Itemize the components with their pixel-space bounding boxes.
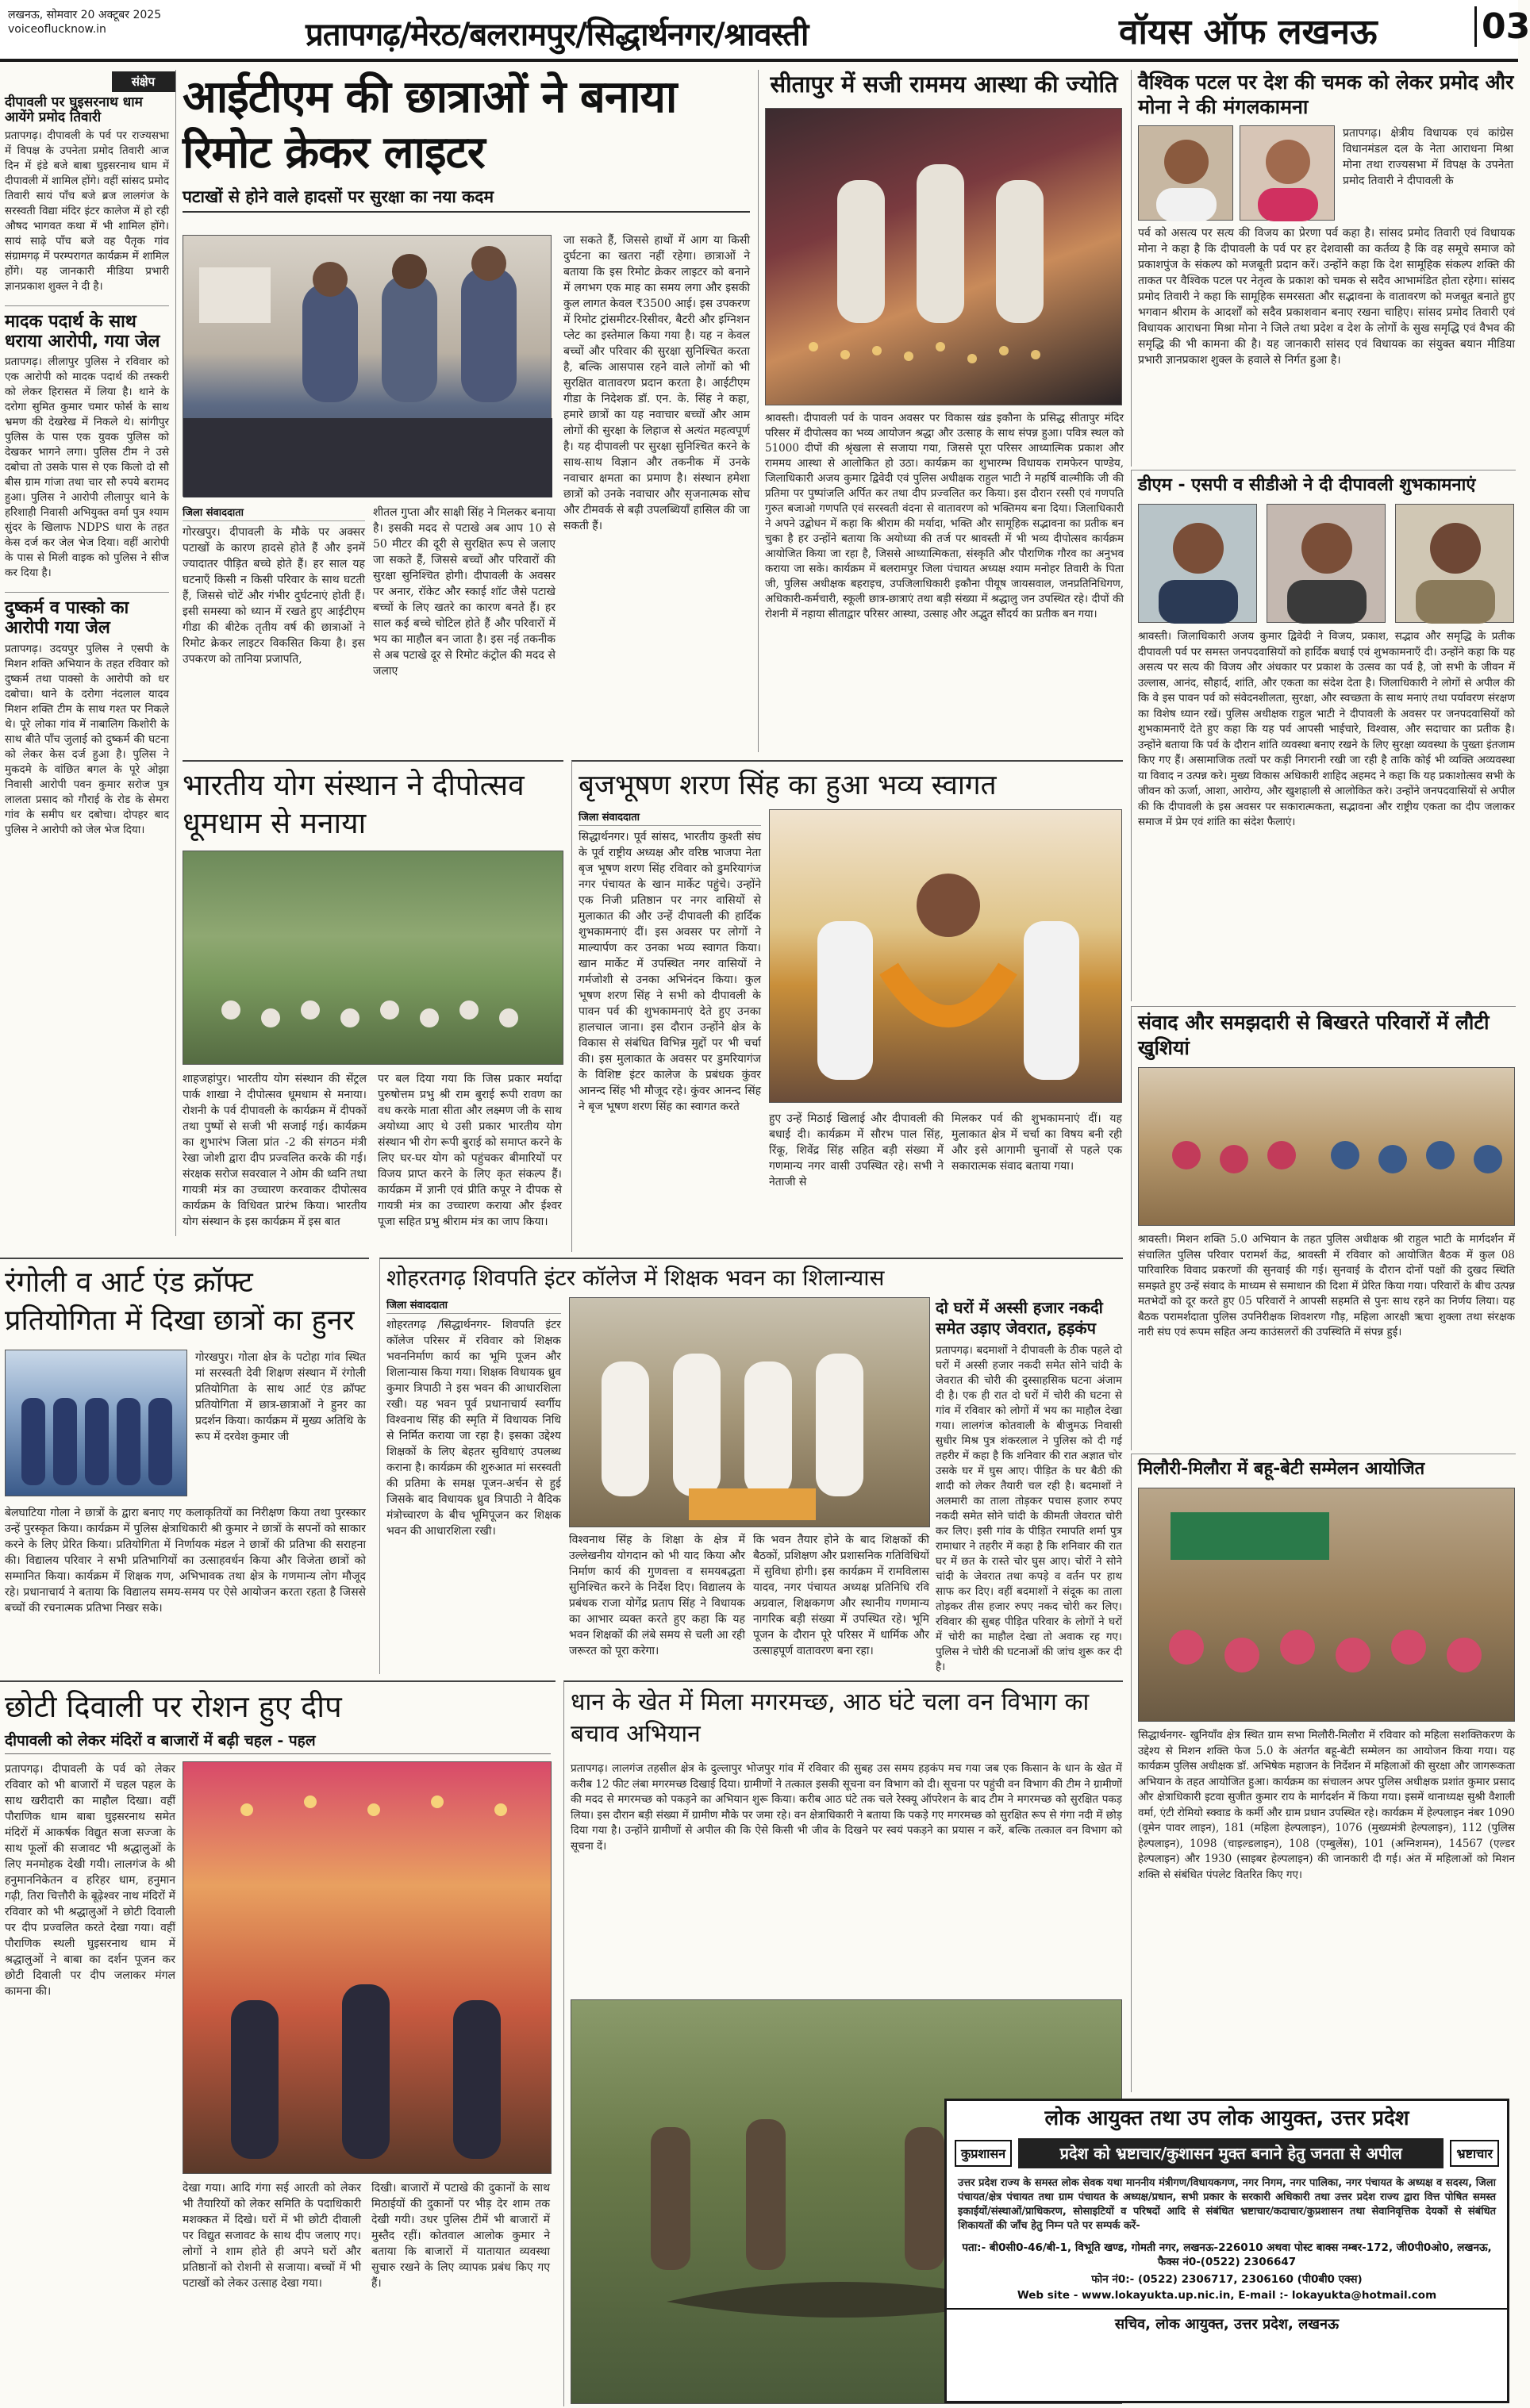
- article-brijbhushan-col1: जिला संवाददाता सिद्धार्थनगर। पूर्व सांसद, भारतीय कुश्ती संघ के पूर्व राष्ट्रीय अध्यक्ष और वरिष्ठ भाजपा नेता बृज भूषण शरण सिंह रविवार को डुमरियागंज नगर पंचायत के खान मार्केट पहुंचे। उन्होंने एक निजी प्रतिष्ठान पर नगर वासियों से मुलाकात की और उन्हें दीपावली की हार्दिक शुभकामनाएं दीं। इस अवसर पर लोगों ने माल्यार्पण कर उनका भव्य स्वागत किया। खान मार्केट में उपस्थित नगर वासियों ने गर्मजोशी से उनका अभिनंदन किया। कुल भूषण शरण सिंह ने सभी को दीपावली के पावन पर्व की शुभकामनाएं देते हुए उनका हालचाल जाना। इस दौरान उन्होंने क्षेत्र के विकास से संबंधित विभिन्न मुद्दों पर भी चर्चा की। इस मुलाकात के अवसर पर डुमरियागंज के विशिष्ट इंटर कालेज के प्रबंधक कुंवर आनन्द सिंह भी मौजूद रहे। कुंवर आनन्द सिंह ने बृज भूषण शरण सिंह का स्वागत करते: [579, 809, 761, 1254]
- article-itm-col1: जिला संवाददाता गोरखपुर। दीपावली के मौके पर अक्सर पटाखों के कारण हादसे होते हैं और इनमें ज्यादातर पीड़ित बच्चे होते हैं। हर साल यह घटनाएँ किसी न किसी परिवार के साथ घटती हैं, जिससे चोटें और गंभीर दुर्घटनाएं होती हैं। इसी समस्या को ध्यान में रखते हुए आईटीएम गीडा की बीटेक तृतीय वर्ष की छात्राओं ने रिमोट क्रेकर लाइटर विकसित किया है। इस उपकरण को तानिया प्रजापति,: [183, 505, 365, 751]
- article-brijbhushan-col2: हुए उन्हें मिठाई खिलाई और दीपावली की बधाई दी। कार्यक्रम में सौरभ पाल सिंह, रिंकू, शिवेंद्र सिंह सहित बड़ी संख्या में गणमान्य नगर वासी उपस्थित रहे। सभी ने नेताजी से: [769, 1112, 944, 1189]
- article-chhoti-diwali-headline: छोटी दिवाली पर रोशन हुए दीप: [5, 1689, 342, 1724]
- photo-aradhana-mona: [1240, 125, 1335, 221]
- article-rangoli: [0, 1258, 369, 1674]
- photo-foundation-stone: [569, 1297, 930, 1527]
- page-number: 03: [1474, 6, 1530, 47]
- edition-date: लखनऊ, सोमवार 20 अक्टूबर 2025 voiceoflucknow.in: [8, 9, 162, 36]
- article-sitapur-body: श्रावस्ती। दीपावली पर्व के पावन अवसर पर विकास खंड इकौना के प्रसिद्ध सीतापुर मंदिर परिसर में दीपोत्सव का भव्य आयोजन श्रद्धा और उत्साह के साथ संपन्न हुआ। पवित्र स्थल को 51000 दीपों की श्रृंखला से सजाया गया, जिससे पूरा परिसर आध्यात्मिक प्रकाश और राममय आस्था से आलोकित हो उठा। कार्यक्रम का शुभारम्भ विधायक रामफेरन पाण्डेय, जिलाधिकारी अजय कुमार द्विवेदी एवं पुलिस अधीक्षक राहुल भाटी ने महर्षि वाल्मीकि जी की प्रतिमा पर पुष्पांजलि अर्पित कर तथा दीप प्रज्वलित कर किया। इस दौरान रस्सी एवं गणपति गुरुत बजाओ गणपति एवं सरस्वती वंदना से वातावरण को भक्तिमय बना दिया। जिलाधिकारी ने अपने उद्बोधन में कहा कि श्रीराम की मर्यादा, भक्ति और सामूहिक सद्भावना का प्रतीक बन चुका है हर उन्होंने बताया कि अयोध्या की तर्ज पर श्रावस्ती में भी भव्य दीपोत्सव कार्यक्रम आयोजित किया जा रहा है, जिससे आध्यात्मिकता, संस्कृति और पौराणिक गौरव का अनुभव कराया जा सके। कार्यक्रम में बलरामपुर जिला पंचायत अध्यक्ष श्याम मनोहर तिवारी के पिता जी, पुलिस अधीक्षक बहराइच, उपजिलाधिकारी इकौना पीयूष जायसवाल, जनप्रतिनिधिगण, अधिकारी-कर्मचारी, स्कूली छात्र-छात्राएं तथा बड़ी संख्या में श्रद्धालु जन उपस्थित रहे। दीपों की रोशनी में नहाया सीताद्वार परिसर आस्था, उत्साह और अद्भुत सौंदर्य का प्रतीक बन गया।: [765, 412, 1124, 620]
- photo-students-rangoli: [5, 1350, 187, 1496]
- masthead: [0, 0, 1530, 62]
- article-yoga-col1: शाहजहांपुर। भारतीय योग संस्थान की सेंट्रल पार्क शाखा ने दीपोत्सव धूमधाम से मनाया। रोशनी के पर्व दीपावली के कार्यक्रम में दीपकों तथा पुष्पों से सजी भी सजाई गई। कार्यक्रम का शुभारंभ जिला प्रांत -2 की संगठन मंत्री रेखा जोशी द्वारा दीप प्रज्वलित करके की गई। संरक्षक सरोज सवरवाल ने ओम की ध्वनि तथा गायत्री मंत्र का उच्चारण करवाकर दीपोत्सव कार्यक्रम के विधिवत प्रारंभ किया। भारतीय योग संस्थान के इस कार्यक्रम में इस बात: [183, 1073, 367, 1228]
- article-chhoti-diwali-col2: देखा गया। आदि गंगा सई आरती को लेकर भी तैयारियों को लेकर समिति के पदाधिकारी मशक्कत में दिखे। घरों में भी छोटी दीवाली पर विद्युत सजावट के साथ दीप जलाए गए। लोगों ने शाम होते ही अपने घरों और प्रतिष्ठानों को रोशनी से सजाया। बच्चों में भी पटाखों को लेकर उत्साह देखा गया।: [183, 2182, 361, 2290]
- photo-women-conference: [1138, 1488, 1515, 1722]
- article-pramod-mona-body: पर्व को असत्य पर सत्य की विजय का प्रेरणा पर्व कहा है। सांसद प्रमोद तिवारी एवं विधायक मोना ने कहा है कि दीपावली के पर्व पर हर देशवासी का कर्तव्य है कि वह समूचे समाज को प्रकाशपुंज के संकल्प को मजबूती प्रदान करें। उन्होंने कहा कि देश सामूहिक संकल्प शक्ति की ताकत पर वैश्विक पटल पर नेतृत्व के प्रकाश को चमक से सदैव आभामंडित होता रहेगा। सांसद प्रमोद तिवारी ने कहा कि सामूहिक समरसता और सद्भावना के वातावरण को मजबूत बनाते हुए भगवान श्रीराम के आदर्शों को सदैव प्रकाशवान बनाए रखना चाहिए। सांसद प्रमोद तिवारी एवं विधायक आराधना मिश्रा मोना ने जिले तथा प्रदेश व देश के लोगों के सुख समृद्धि एवं वैभव की समृद्धि की भी कामना की है। यह जानकारी सांसद एवं विधायक का संयुक्त बयान मीडिया प्रभारी ज्ञानप्रकाश शुक्ल के हवाले से निर्गत हुआ है।: [1138, 227, 1515, 367]
- ad-address: पता:- बी0सी0-46/बी-1, विभूति खण्ड, गोमती नगर, लखनऊ-226010 अथवा पोस्ट बाक्स नम्बर-172, जी0पी0ओ0, लखनऊ, फैक्स नं0-(0522) 2306647: [962, 2241, 1492, 2269]
- brief-1-body: प्रतापगढ़। दीपावली के पर्व पर राज्यसभा में विपक्ष के उपनेता प्रमोद तिवारी आज दिन में इंडे बजे बाबा घुइसरनाथ धाम में दीपावली में शामिल होंगे। वहीं सांसद प्रमोद तिवारी सायं पाँच बजे ब्रज लालगंज के सरस्वती विद्या मंदिर इंटर कालेज में हो रही औषद भागवत कथा में भी शामिल होंगे। सायं साढ़े पाँच बजे वह पैतृक गांव संग्रामगढ़ में परम्परागत कार्यक्रम में शामिल होंगे। यह जानकारी मीडिया प्रभारी ज्ञानप्रकाश शुक्ल ने दी है।: [5, 129, 169, 294]
- ad-left-word: कुप्रशासन: [955, 2140, 1012, 2167]
- photo-dm: [1138, 504, 1257, 623]
- article-family-counselling-body: श्रावस्ती। मिशन शक्ति 5.0 अभियान के तहत पुलिस अधीक्षक श्री राहुल भाटी के मार्गदर्शन में संचालित पुलिस परिवार परामर्श केंद्र, श्रावस्ती में रविवार को आयोजित बैठक में कुल 08 पारिवारिक विवाद प्रकरणों की सुनवाई की गई। सुनवाई के दौरान दोनों पक्षों की दुखद स्थिति समझते हुए उन्हें संवाद के माध्यम से समाधान की दिशा में प्रेरित किया गया। परिवारों के बीच उत्पन्न मतभेदों को दूर करते हुए 05 परिवारों ने आपसी सहमति से पुनः साथ रहने का निर्णय लिया। यह बैठक परामर्शदाता पुलिस उपनिरीक्षक शिवशरण गौड़, महिला आरक्षी ऋचा शुक्ला तथा संरक्षक नारी संघ एवं रूपम सहित अन्य काउंसलरों की उपस्थिति में संपन्न हुई।: [1138, 1233, 1515, 1338]
- article-family-counselling: [1131, 1006, 1516, 1450]
- article-crocodile-body: प्रतापगढ़। लालगंज तहसील क्षेत्र के दुल्लापुर भोजपुर गांव में रविवार की सुबह उस समय हड़कंप मच गया जब एक किसान के धान के खेत में करीब 12 फीट लंबा मगरमच्छ दिखाई दिया। ग्रामीणों ने तत्काल इसकी सूचना वन विभाग को दी। सूचना पर पहुंची वन विभाग की टीम ने ग्रामीणों की मदद से मगरमच्छ को पकड़ने का अभियान शुरू किया। करीब आठ घंटे तक चले रेस्क्यू ऑपरेशन के बाद टीम ने मगरमच्छ को सुरक्षित पकड़ लिया। इस दौरान बड़ी संख्या में ग्रामीण मौके पर जमा रहे। वन क्षेत्राधिकारी ने बताया कि पकड़े गए मगरमच्छ को सुरक्षित रूप से गंगा नदी में छोड़ दिया गया है। उन्होंने ग्रामीणों से अपील की कि ऐसे किसी भी जीव के दिखने पर स्वयं पकड़ने का प्रयास न करें, बल्कि तत्काल वन विभाग को सूचना दें।: [571, 1762, 1122, 1853]
- photo-sp: [1267, 504, 1386, 623]
- photo-garland-welcome: [769, 809, 1122, 1103]
- brief-1-title: दीपावली पर घुइसरनाथ धाम आयेंगे प्रमोद तिवारी: [5, 94, 143, 126]
- article-shohratgarh-col1: जिला संवाददाता शोहरतगढ़ /सिद्धार्थनगर- शिवपति इंटर कॉलेज परिसर में रविवार को शिक्षक भवननिर्माण कार्य का भूमि पूजन और शिलान्यास किया गया। शिक्षक विधायक ध्रुव कुमार त्रिपाठी ने इस भवन की आधारशिला रखी। यह भवन पूर्व प्रधानाचार्य स्वर्गीय विश्वनाथ सिंह की स्मृति में विधायक निधि से निर्मित कराया जा रहा है। इसका उद्देश्य शिक्षकों के लिए बेहतर सुविधाएं उपलब्ध कराना है। कार्यक्रम की शुरुआत मां सरस्वती की प्रतिमा के समक्ष पूजन-अर्चन से हुई जिसके बाद विधायक ध्रुव त्रिपाठी ने वैदिक मंत्रोच्चारण के बीच भूमिपूजन कर शिक्षक भवन की आधारशिला रखी।: [386, 1297, 561, 1674]
- ad-website[interactable]: Web site - www.lokayukta.up.nic.in, E-mail :- lokayukta@hotmail.com: [1017, 2289, 1437, 2302]
- ad-phone: फोन नं0:- (0522) 2306717, 2306160 (पी0बी0 एक्स): [1091, 2273, 1363, 2287]
- article-dm-sp-headline: डीएम - एसपी व सीडीओ ने दी दीपावली शुभकामनाएं: [1138, 475, 1476, 495]
- article-crocodile-headline: धान के खेत में मिला मगरमच्छ, आठ घंटे चला वन विभाग का बचाव अभियान: [571, 1688, 1090, 1748]
- ad-right-word: भ्रष्टाचार: [1450, 2140, 1499, 2167]
- article-pramod-mona-headline: वैश्विक पटल पर देश की चमक को लेकर प्रमोद और मोना ने की मंगलकामना: [1138, 71, 1514, 118]
- photo-cdo: [1395, 504, 1514, 623]
- article-theft-headline: दो घरों में अस्सी हजार नकदी समेत उड़ाए जेवरात, हड़कंप: [936, 1298, 1103, 1338]
- article-shohratgarh: [379, 1258, 1123, 1674]
- article-bahu-beti-headline: मिलौरी-मिलौरा में बहू-बेटी सम्मेलन आयोजित: [1138, 1459, 1425, 1479]
- article-sitapur-headline: सीतापुर में सजी राममय आस्था की ज्योति: [770, 71, 1118, 98]
- article-pramod-mona: [1131, 70, 1516, 467]
- photo-yoga-park: [183, 851, 563, 1065]
- edition-cities: प्रतापगढ़/मेरठ/बलरामपुर/सिद्धार्थनगर/श्रावस्ती: [306, 17, 809, 53]
- article-rangoli-col1: गोरखपुर। गोला क्षेत्र के पटोहा गांव स्थित मां सरस्वती देवी शिक्षण संस्थान में रंगोली प्रतियोगिता के साथ आर्ट एंड क्रॉफ्ट प्रतियोगिता में छात्र-छात्राओं ने हुनर का प्रदर्शन किया। कार्यक्रम में मुख्य अतिथि के रूप में दरवेश कुमार जी: [195, 1351, 366, 1443]
- article-shohratgarh-col3: कि भवन तैयार होने के बाद शिक्षकों की बैठकों, प्रशिक्षण और प्रशासनिक गतिविधियों में सुविधा होगी। इस कार्यक्रम में रामविलास यादव, नगर पंचायत अध्यक्ष प्रतिनिधि रवि अग्रवाल, शिक्षकगण और स्थानीय गणमान्य नागरिक बड़ी संख्या में उपस्थित रहे। भूमि पूजन के दौरान पूरे परिसर में धार्मिक और उत्साहपूर्ण वातावरण बना रहा।: [753, 1534, 929, 1657]
- article-shohratgarh-headline: शोहरतगढ़ शिवपति इंटर कॉलेज में शिक्षक भवन का शिलान्यास: [386, 1265, 885, 1291]
- lokayukta-advertisement: [944, 2099, 1509, 2403]
- article-brijbhushan-headline: बृजभूषण शरण सिंह का हुआ भव्य स्वागत: [579, 770, 997, 801]
- article-itm-subhead: पटाखों से होने वाले हादसों पर सुरक्षा का नया कदम: [183, 186, 750, 213]
- article-yoga: [183, 760, 563, 1252]
- photo-counselling-meeting: [1138, 1067, 1515, 1226]
- article-dm-sp: [1131, 470, 1516, 1001]
- article-shohratgarh-col2: विश्वनाथ सिंह के शिक्षा के क्षेत्र में उल्लेखनीय योगदान को भी याद किया और निर्माण कार्य की गुणवत्ता व समयबद्धता सुनिश्चित करने के निर्देश दिए। विद्यालय के प्रबंधक राजा योगेंद्र प्रताप सिंह ने विधायक का आभार व्यक्त करते हुए कहा कि यह भवन शिक्षकों की लंबे समय से चली आ रही जरूरत को पूरा करेगा।: [569, 1534, 745, 1657]
- ad-signature: सचिव, लोक आयुक्त, उत्तर प्रदेश, लखनऊ: [947, 2308, 1507, 2333]
- brief-2-body: प्रतापगढ़। लीलापुर पुलिस ने रविवार को एक आरोपी को मादक पदार्थ की तस्करी को लेकर हिरासत में लिया है। थाने के दरोगा सुमित कुमार चमार फोर्स के साथ भ्रमण की देखरेख में निकले थे। सांगीपुर पुलिस के पास एक युवक पुलिस को देखकर भागने लगा। पुलिस टीम ने उसे दबोचा तो उसके पास से एक किलो दो सौ बीस ग्राम गांजा तथा चार सौ रुपये बरामद हुआ। पुलिस ने आरोपी लीलापुर थाने के हरिशाही निवासी अभियुक्त वर्मा पुत्र श्याम सुंदर के खिलाफ NDPS धारा के तहत केस दर्ज कर जेल भेज दिया। वहीं आरोपी के पास से मिली वाइक को पुलिस ने सीज कर दिया है।: [5, 355, 169, 580]
- article-chhoti-diwali-subhead: दीपावली को लेकर मंदिरों व बाजारों में बढ़ी चहल - पहल: [5, 1730, 551, 1754]
- article-pramod-mona-col1: प्रतापगढ़। क्षेत्रीय विधायक एवं कांग्रेस विधानमंडल दल के नेता आराधना मिश्रा मोना तथा राज्यसभा में विपक्ष के उपनेता प्रमोद तिवारी ने दीपावली के: [1343, 127, 1513, 187]
- article-yoga-col2: पर बल दिया गया कि जिस प्रकार मर्यादा पुरुषोत्तम प्रभु श्री राम बुराई रूपी रावण का वध करके माता सीता और लक्ष्मण जी के साथ अयोध्या आए थे उसी प्रकार भारतीय योग संस्थान भी रोग रूपी बुराई को समाप्त करने के लिए घर-घर योग को पहुंचकर बीमारियों पर विजय प्राप्त करने के लिए कृत संकल्प हैं। कार्यक्रम में ज्ञानी एवं प्रीति कपूर ने दीपक से गायत्री मंत्र का उच्चारण कराया और ईश्वर पूजा सहित प्रभु श्रीराम मंत्र का जाप किया।: [378, 1073, 562, 1228]
- photo-students-illustration: [183, 236, 552, 497]
- article-sitapur: [758, 70, 1123, 752]
- newspaper-brand: वॉयस ऑफ लखनऊ: [1119, 12, 1378, 52]
- ad-banner: प्रदेश को भ्रष्टाचार/कुशासन मुक्त बनाने हेतु जनता से अपील: [1018, 2138, 1444, 2168]
- brief-2-title: मादक पदार्थ के साथ धराया आरोपी, गया जेल: [5, 305, 169, 351]
- article-yoga-headline: भारतीय योग संस्थान ने दीपोत्सव धूमधाम से मनाया: [183, 768, 525, 840]
- article-chhoti-diwali-col3: दिखी। बाजारों में पटाखे की दुकानों के साथ मिठाईयों की दुकानों पर भीड़ देर शाम तक देखी गयी। उधर पुलिस टीमें भी बाजारों में मुस्तैद रहीं। कोतवाल आलोक कुमार ने बताया कि बाजारों में यातायात व्यवस्था सुचारु रखने के लिए व्यापक प्रबंध किए गए हैं।: [371, 2182, 550, 2290]
- article-theft: [936, 1297, 1122, 1674]
- article-theft-body: प्रतापगढ़। बदमाशों ने दीपावली के ठीक पहले दो घरों में अस्सी हजार नकदी समेत सोने चांदी के जेवरात की चोरी की दुस्साहसिक घटना अंजाम दी है। एक ही रात दो घरों में चोरी की घटना से गांव में रविवार को लोगों में भय का माहौल देखा गया। लालगंज कोतवाली के बीजुमऊ निवासी सुधीर मिश्र पुत्र शंकरलाल ने पुलिस को दी गई तहरीर में कहा है कि शनिवार की रात अज्ञात चोर उसके घर में घुस आए। पीड़ित के घर बैठी की शादी को लेकर तैयारी चल रही है। बदमाशों ने अलमारी का ताला तोड़कर पचास हजार रुपए नकदी समेत सोने चांदी के कीमती जेवरात चोरी कर लिए। इसी गांव के पीड़ित रमापति शर्मा पुत्र रामाधार ने तहरीर में कहा है कि शनिवार की रात घर में छत के रास्ते चोर घुस आए। चोरों ने सोने चांदी के जेवरात तथा कपड़े व वर्तन पर हाथ साफ कर दिए। वहीं बदमाशों ने संदूक का ताला तोड़कर तीस हजार रुपए नकद चोरी कर लिए। रविवार की सुबह पीड़ित परिवार के लोगों ने घरों में चोरी का माहौल देखा तो अवाक रह गए। पुलिस ने चोरी की घटनाओं की जांच शुरू कर दी है।: [936, 1344, 1122, 1673]
- sankshep-tag: संक्षेप: [112, 71, 175, 92]
- article-itm-credit: जिला संवाददाता: [183, 505, 365, 521]
- photo-students-classroom: [183, 235, 552, 497]
- brief-3-title: दुष्कर्म व पास्को का आरोपी गया जेल: [5, 592, 169, 638]
- article-bahu-beti-body: सिद्धार्थनगर- खुनियाँव क्षेत्र स्थित ग्राम सभा मिलौरी-मिलौरा में रविवार को महिला सशक्तिकरण के उद्देश्य से मिशन शक्ति फेज 5.0 के अंतर्गत बहू-बेटी सम्मेलन का आयोजन किया गया। यह कार्यक्रम पुलिस अधीक्षक डॉ. अभिषेक महाजन के निर्देशन में महिलाओं की सुरक्षा और जागरूकता अभियान के तहत आयोजित हुआ। कार्यक्रम का संचालन अपर पुलिस अधीक्षक प्रशांत कुमार प्रसाद और क्षेत्राधिकारी इटवा सुजीत कुमार राय के मार्गदर्शन में किया गया। इसमें थानाध्यक्ष सुश्री वैशाली वर्मा, एंटी रोमियो स्क्वाड के कर्मी और ग्राम प्रधान उपस्थित रहे। कार्यक्रम में हेल्पलाइन नंबर 1090 (वूमेन पावर लाइन), 181 (महिला हेल्पलाइन), 1076 (मुख्यमंत्री हेल्पलाइन), 112 (पुलिस हेल्पलाइन), 1098 (चाइल्डलाइन), 108 (एम्बुलेंस), 101 (अग्निशमन), 14567 (एल्डर हेल्पलाइन) और 1930 (साइबर हेल्पलाइन) की जानकारी दी गई। अंत में महिलाओं को मिशन शक्ति से संबंधित पंपलेट वितरित किए गए।: [1138, 1729, 1515, 1881]
- sankshep-column: [0, 70, 176, 1236]
- article-itm: [183, 70, 750, 752]
- article-itm-col3: जा सकते हैं, जिससे हाथों में आग या किसी दुर्घटना का खतरा नहीं रहेगा। छात्राओं ने बताया कि इस रिमोट क्रेकर लाइटर को बनाने में लगभग एक माह का समय लगा और इसकी कुल लागत केवल ₹3500 आई। इस उपकरण में रिमोट ट्रांसमीटर-रिसीवर, बैटरी और इग्निशन प्लेट का इस्तेमाल किया गया है। यह न केवल बच्चों और परिवार की सुरक्षा सुनिश्चित करता है, बल्कि आसपास रहने वाले लोगों को भी सुरक्षित वातावरण प्रदान करता है। आईटीएम गीडा के निदेशक डॉ. एन. के. सिंह ने कहा, हमारे छात्रों का यह नवाचार बच्चों और आम लोगों की सुरक्षा के लिहाज से अत्यंत महत्वपूर्ण है। यह दीपावली पर सुरक्षा सुनिश्चित करने के साथ-साथ विज्ञान और तकनीक में उनके नवाचार क्षमता का प्रमाण है। संस्थान हमेशा छात्रों को उनके नवाचार और सृजनात्मक सोच और टीमवर्क से बढ़ी उपलब्धियाँ हासिल की जा सकती हैं।: [563, 234, 750, 532]
- ad-title: लोक आयुक्त तथा उप लोक आयुक्त, उत्तर प्रदेश: [1044, 2107, 1409, 2130]
- ad-body: उत्तर प्रदेश राज्य के समस्त लोक सेवक यथा माननीय मंत्रीगण/विधायकगण, नगर निगम, नगर पालिका, नगर पंचायत के अध्यक्ष व सदस्य, जिला पंचायत/क्षेत्र पंचायत तथा ग्राम पंचायत के अध्यक्ष/प्रधान, सभी प्रकार के सरकारी अधिकारी तथा उत्तर प्रदेश राज्य द्वारा वित्त पोषित समस्त इकाईयों/संस्थाओं/प्राधिकरण, सोसाइटियों व परिषदों आदि से संबंधित भ्रष्टाचार/कदाचार/कुप्रशासन तथा सेवानिवृत्तिक देयकों से संबंधित शिकायतों की जाँच हेतु निम्न पते पर सम्पर्क करें-: [958, 2177, 1496, 2233]
- article-dm-sp-body: श्रावस्ती। जिलाधिकारी अजय कुमार द्विवेदी ने विजय, प्रकाश, सद्भाव और समृद्धि के प्रतीक दीपावली पर्व पर समस्त जनपदवासियों को हार्दिक बधाई एवं शुभकामनाएँ दी। उन्होंने कहा कि यह असत्य पर सत्य की विजय और अंधकार पर प्रकाश के उत्सव का पर्व है, जो सभी के जीवन में उल्लास, आनंद, सौहार्द, शांति, और एकता का संदेश देता है। जिलाधिकारी ने लोगों से अपील की कि वे इस पावन पर्व को संवेदनशीलता, सुरक्षा, और स्वच्छता के साथ मनाएं तथा पर्यावरण संरक्षण का विशेष ध्यान रखें। पुलिस अधीक्षक राहुल भाटी ने दीपावली के अवसर पर जनपदवासियों को शुभकामनाएँ देते हुए कहा कि यह पर्व आपसी भाईचारे, विश्वास, और सदाचार का प्रतीक है। उन्होंने बताया कि पर्व के दौरान शांति व्यवस्था बनाए रखने के लिए सुरक्षा व्यवस्था के पुख्ता इंतजाम किए गए हैं। असामाजिक तत्वों पर कड़ी निगरानी रखी जा रही है ताकि कोई भी व्यक्ति अव्यवस्था या विवाद न उत्पन्न करे। मुख्य विकास अधिकारी शाहिद अहमद ने कहा कि यह प्रकाशोत्सव सभी के जीवन को ऊर्जा, आशा, आरोग्य, और खुशहाली से आलोकित करे। उन्होंने जनपदवासियों से अपील की कि दीपावली के इस अवसर पर सकारात्मकता, सद्भावना और राष्ट्रीय एकता का दीप जलाकर समाज में प्रेम एवं शांति का संदेश फैलाएं।: [1138, 630, 1515, 828]
- article-chhoti-diwali: [0, 1680, 555, 2406]
- site-url[interactable]: voiceoflucknow.in: [8, 23, 106, 36]
- photo-diwali-market: [183, 1761, 552, 2174]
- article-rangoli-headline: रंगोली व आर्ट एंड क्रॉफ्ट प्रतियोगिता में दिखा छात्रों का हुनर: [5, 1266, 355, 1337]
- article-brijbhushan-col3: मिलकर पर्व की शुभकामनाएं दीं। यह मुलाकात क्षेत्र में चर्चा का विषय बनी रही और इसे आगामी चुनावों से पहले एक सकारात्मक संवाद बताया गया।: [951, 1112, 1122, 1173]
- photo-deepotsav: [765, 108, 1122, 405]
- article-brijbhushan: [571, 760, 1123, 1252]
- article-rangoli-body: बेलघाटिया गोला ने छात्रों के द्वारा बनाए गए कलाकृतियों का निरीक्षण किया तथा पुरस्कार उन्हें पुरस्कृत किया। कार्यक्रम में पुलिस क्षेत्राधिकारी श्री कुमार ने छात्रों के सपनों को साकार करने के लिए प्रेरित किया। प्रतियोगिता में निर्णायक मंडल ने छात्रों की प्रतिभा की सराहना की। विद्यालय परिवार ने सभी प्रतिभागियों का उत्साहवर्धन किया और विजेता छात्रों को सम्मानित किया। कार्यक्रम में शिक्षक गण, अभिभावक तथा क्षेत्र के गणमान्य लोग मौजूद रहे। प्रधानाचार्य ने बताया कि विद्यालय समय-समय पर ऐसे आयोजन करता रहता है जिससे बच्चों की रचनात्मक प्रतिभा निखर सके।: [5, 1507, 366, 1615]
- article-bahu-beti: [1131, 1454, 1516, 2092]
- photo-pramod-tiwari: [1138, 125, 1233, 221]
- brief-3-body: प्रतापगढ़। उदयपुर पुलिस ने एसपी के मिशन शक्ति अभियान के तहत रविवार को दुष्कर्म तथा पाक्सो के आरोपी को धर दबोचा। थाने के दरोगा नंदलाल यादव मिशन शक्ति टीम के साथ गश्त पर निकले थे। पूरे लोका गांव में नाबालिग किशोरी के साथ बीते पाँच जुलाई को दुष्कर्म की घटना को लेकर केस दर्ज हुआ है। पुलिस ने मुकदमे के वांछित बगल के पूरे ओझा निवासी आरोपी पवन कुमार सरोज पुत्र लालता प्रसाद को गौराई के रोड के सेमरा गांव के समीप धर दबोचा। दोपहर बाद पुलिस ने आरोपी को जेल भेज दिया।: [5, 642, 169, 836]
- article-chhoti-diwali-col1: प्रतापगढ़। दीपावली के पर्व को लेकर रविवार को भी बाजारों में चहल पहल के साथ खरीदारी का माहौल दिखा। वहीं पौराणिक धाम बाबा घुइसरनाथ समेत मंदिरों में आकर्षक विद्युत सजा सज्जा के साथ फूलों की सजावट भी श्रद्धालुओं के लिए मनमोहक देखी गयी। लालगंज के श्री हनुमाननिकेतन व हरिहर धाम, हनुमान गढ़ी, तिरा चित्तौरी के बूढ़ेश्वर नाथ मंदिरों में रविवार को भी श्रद्धालुओं ने छोटी दिवाली पर दीप प्रज्वलित करते देखा गया। वहीं पौराणिक स्थली घुइसरनाथ धाम में श्रद्धालुओं ने बाबा का दर्शन पूजन कर छोटी दिवाली पर दीप जलाकर मंगल कामना की।: [5, 1763, 175, 1998]
- article-itm-col2: शीतल गुप्ता और साक्षी सिंह ने मिलकर बनाया है। इसकी मदद से पटाखे अब आप 10 से 50 मीटर की दूरी से सुरक्षित रूप से जलाए जा सकते हैं, जिससे बच्चों और परिवारों की सुरक्षा सुनिश्चित होगी। दीपावली के अवसर पर अनार, रॉकेट और स्काई शॉट जैसे पटाखे बच्चों के लिए खतरे का कारण बनते हैं। हर साल कई बच्चे चोटिल होते हैं और परिवारों में भय का माहौल बन जाता है। इस नई तकनीक से अब पटाखे दूर से रिमोट कंट्रोल की मदद से जलाए: [373, 506, 555, 678]
- article-itm-headline: आईटीएम की छात्राओं ने बनाया रिमोट क्रेकर लाइटर: [183, 71, 677, 179]
- article-family-counselling-headline: संवाद और समझदारी से बिखरते परिवारों में लौटी खुशियां: [1138, 1011, 1490, 1059]
